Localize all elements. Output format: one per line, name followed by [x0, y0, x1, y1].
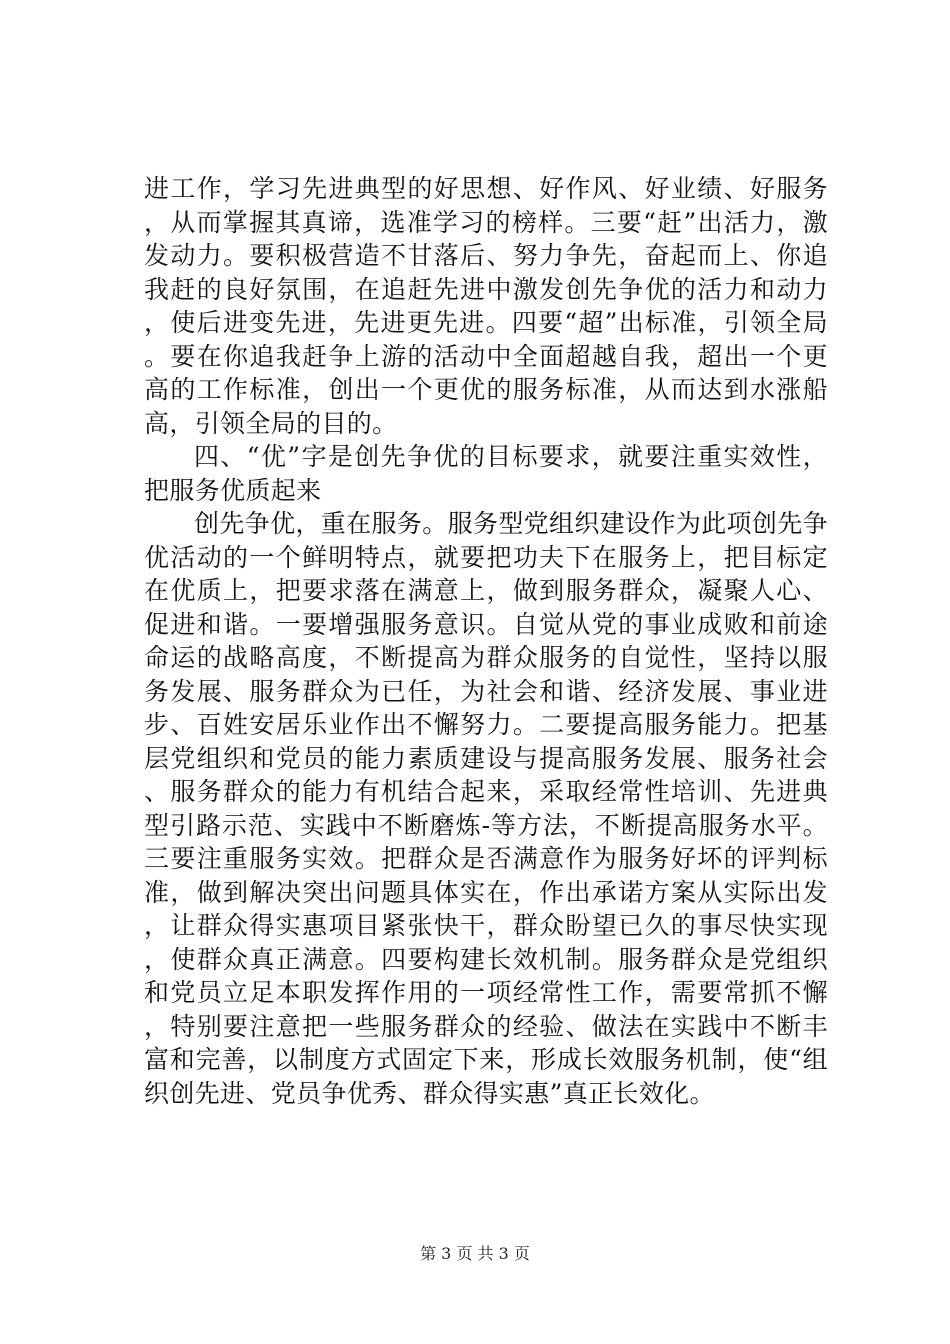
page-footer: 第 3 页 共 3 页	[420, 1244, 530, 1263]
paragraph-service: 创先争优，重在服务。服务型党组织建设作为此项创先争优活动的一个鲜明特点，就要把功夫下在服务上，把目标定在优质上，把要求落在满意上，做到服务群众，凝聚人心、促进和谐。一要增强服务意识。自觉从党的事业成败和前途命运的战略高度，不断提高为群众服务的自觉性，坚持以服务发展、服务群众为已任，为社会和谐、经济发展、事业进步、百姓安居乐业作出不懈努力。二要提高服务能力。把基层党组织和党员的能力素质建设与提高服务发展、服务社会、服务群众的能力有机结合起来，采取经常性培训、先进典型引路示范、实践中不断磨炼-等方法，不断提高服务水平。三要注重服务实效。把群众是否满意作为服务好坏的评判标准，做到解决突出问题具体实在，作出承诺方案从实际出发，让群众得实惠项目紧张快干，群众盼望已久的事尽快实现，使群众真正满意。四要构建长效机制。服务群众是党组织和党员立足本职发挥作用的一项经常性工作，需要常抓不懈，特别要注意把一些服务群众的经验、做法在实践中不断丰富和完善，以制度方式固定下来，形成长效服务机制，使“组织创先进、党员争优秀、群众得实惠”真正长效化。	[144, 509, 828, 1108]
section-heading-four: 四、“优”字是创先争优的目标要求，就要注重实效性，把服务优质起来	[144, 442, 828, 505]
paragraph-continuation: 进工作，学习先进典型的好思想、好作风、好业绩、好服务，从而掌握其真谛，选准学习的榜样。三要“赶”出活力，激发动力。要积极营造不甘落后、努力争先，奋起而上、你追我赶的良好氛围，在追赶先进中激发创先争优的活力和动力，使后进变先进，先进更先进。四要“超”出标准，引领全局。要在你追我赶争上游的活动中全面超越自我，超出一个更高的工作标准，创出一个更优的服务标准，从而达到水涨船高，引领全局的目的。	[144, 174, 828, 438]
document-body	[144, 172, 828, 1110]
